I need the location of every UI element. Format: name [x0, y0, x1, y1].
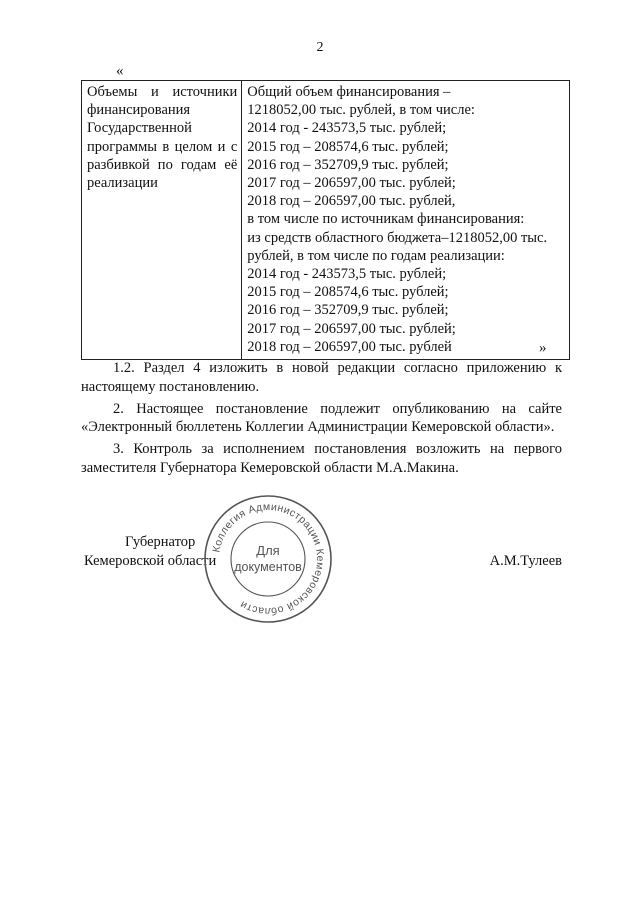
paragraph-control: 3. Контроль за исполнением постановления возложить на первого заместителя Губернатора Кемеровской области М.А.Макина.: [81, 441, 562, 476]
page-number: 2: [316, 40, 324, 55]
signatory-organization: Кемеровской области: [84, 552, 217, 569]
funding-line: 2014 год - 243573,5 тыс. рублей;: [247, 266, 447, 283]
funding-line: в том числе по источникам финансирования:: [247, 211, 525, 228]
opening-quote: «: [116, 63, 124, 79]
funding-line: из средств областного бюджета–1218052,00 тыс.: [247, 229, 548, 246]
program-passport-table: [81, 80, 570, 360]
stamp-center-line1: Для: [256, 543, 280, 558]
funding-line: 2015 год – 208574,6 тыс. рублей;: [247, 284, 449, 301]
funding-line: Общий объем финансирования –: [247, 84, 451, 100]
funding-line: 1218052,00 тыс. рублей, в том числе:: [247, 102, 475, 119]
funding-line: 2018 год – 206597,00 тыс. рублей,: [247, 193, 456, 210]
stamp-ring-text: Коллегия Администрации Кемеровской области: [210, 500, 327, 618]
closing-quote: »: [539, 340, 547, 356]
resolution-body: [81, 359, 562, 481]
official-stamp: [202, 493, 334, 625]
stamp-center-line2: документов: [234, 560, 302, 574]
funding-line: 2015 год – 208574,6 тыс. рублей;: [247, 138, 449, 155]
funding-line: 2018 год – 206597,00 тыс. рублей: [247, 338, 452, 355]
stamp-inner-ring: [231, 522, 305, 596]
funding-line: 2017 год – 206597,00 тыс. рублей;: [247, 320, 456, 337]
signatory-title: Губернатор: [125, 534, 196, 550]
funding-line: рублей, в том числе по годам реализации:: [247, 247, 505, 264]
paragraph-section-4: 1.2. Раздел 4 изложить в новой редакции согласно приложению к настоящему постановлению.: [81, 360, 562, 395]
funding-label-cell: Объемы и источники финансирования Государственной программы в целом и с разбивкой по годам её реализации: [82, 81, 242, 360]
table-row: [82, 81, 570, 360]
funding-line: 2017 год – 206597,00 тыс. рублей;: [247, 175, 456, 192]
paragraph-publication: 2. Настоящее постановление подлежит опубликованию на сайте «Электронный бюллетень Коллегии Администрации Кемеровской области».: [81, 400, 562, 436]
funding-line: 2016 год – 352709,9 тыс. рублей;: [247, 156, 449, 173]
funding-line: 2014 год - 243573,5 тыс. рублей;: [247, 120, 447, 137]
funding-line: 2016 год – 352709,9 тыс. рублей;: [247, 302, 449, 319]
funding-details-cell: [242, 81, 570, 360]
signatory-name: А.М.Тулеев: [489, 552, 562, 569]
stamp-outer-ring: [205, 496, 331, 622]
